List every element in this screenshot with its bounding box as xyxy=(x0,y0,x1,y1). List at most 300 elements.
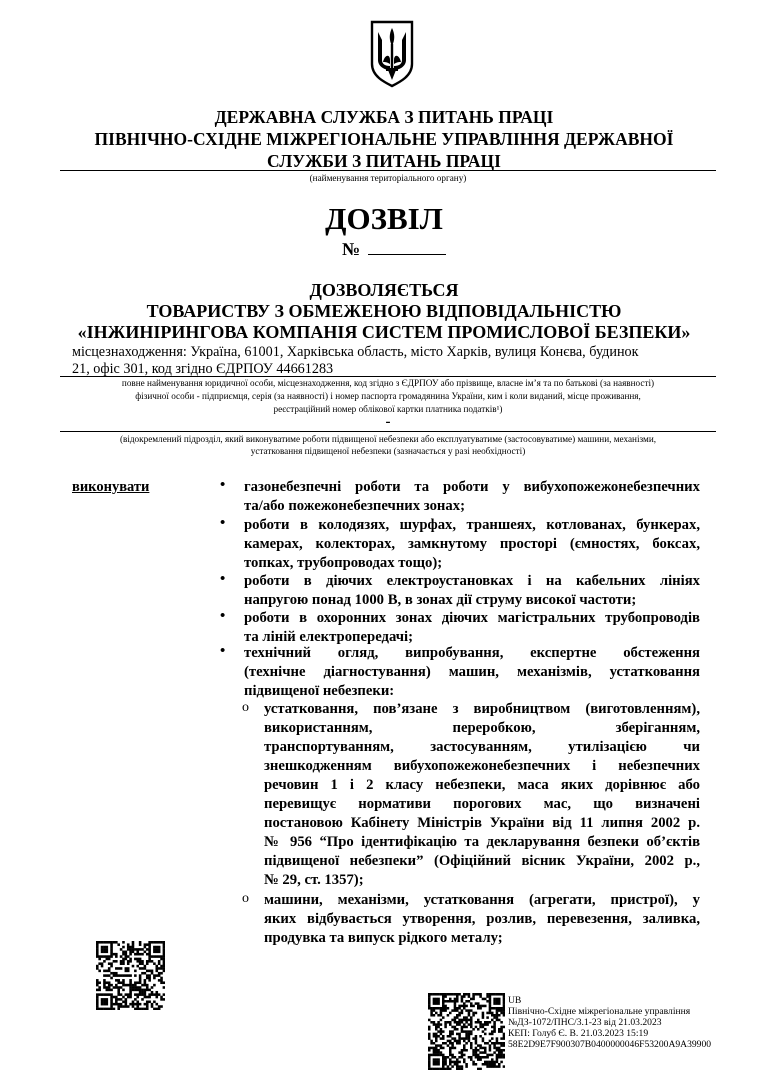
qr-module xyxy=(444,1000,447,1003)
qr-module xyxy=(461,1005,464,1008)
qr-module xyxy=(498,1014,501,1017)
list-item: топках, трубопроводах тощо); xyxy=(244,555,443,571)
qr-module xyxy=(435,1049,438,1052)
qr-module xyxy=(110,993,113,996)
qr-module xyxy=(498,1009,501,1012)
qr-module xyxy=(155,1008,158,1010)
qr-module xyxy=(440,1014,443,1017)
qr-module xyxy=(127,967,130,970)
qr-module xyxy=(163,993,165,996)
grant-caption-line-2: фізичної особи - підприємця, серія (за наявності) і номер паспорта громадянина України, ким і коли виданий, місце проживання, xyxy=(135,391,641,401)
qr-module xyxy=(482,1056,485,1059)
qr-module xyxy=(486,1065,489,1068)
qr-module xyxy=(465,1005,468,1008)
qr-module xyxy=(470,1002,473,1005)
qr-module xyxy=(433,1051,436,1054)
qr-module xyxy=(475,993,478,996)
qr-module xyxy=(430,1040,433,1043)
authority-title-line-2: ПІВНІЧНО-СХІДНЕ МІЖРЕГІОНАЛЬНЕ УПРАВЛІННЯ ДЕРЖАВНОЇ xyxy=(94,129,674,149)
qr-module xyxy=(491,1058,494,1061)
qr-module xyxy=(484,1021,487,1024)
qr-module xyxy=(113,996,116,999)
qr-module xyxy=(477,1068,480,1070)
qr-module xyxy=(454,1009,457,1012)
list-item: роботи в охоронних зонах діючих магістральних трубопроводів xyxy=(244,610,700,626)
qr-module xyxy=(435,1040,438,1043)
qr-module xyxy=(120,967,123,970)
qr-module xyxy=(435,1007,438,1010)
qr-module xyxy=(498,1047,501,1050)
qr-module xyxy=(103,941,106,944)
qr-module xyxy=(500,1061,503,1064)
qr-module xyxy=(158,979,161,982)
qr-module xyxy=(129,1003,132,1006)
qr-module xyxy=(146,960,149,963)
qr-pattern xyxy=(96,941,165,1010)
qr-module xyxy=(442,1030,445,1033)
qr-module xyxy=(493,1063,496,1066)
qr-module xyxy=(433,1000,436,1003)
qr-module xyxy=(132,989,135,992)
qr-module xyxy=(465,1049,468,1052)
grant-heading: ДОЗВОЛЯЄТЬСЯ xyxy=(309,280,459,300)
qr-module xyxy=(479,1005,482,1008)
qr-module xyxy=(103,1003,106,1006)
qr-module xyxy=(98,955,101,958)
qr-module xyxy=(475,1054,478,1057)
qr-module xyxy=(96,948,99,951)
qr-module xyxy=(440,1012,443,1015)
qr-module xyxy=(139,986,142,989)
qr-module xyxy=(470,1058,473,1061)
qr-module xyxy=(103,955,106,958)
qr-module xyxy=(139,991,142,994)
qr-module xyxy=(493,1007,496,1010)
qr-module xyxy=(101,962,104,965)
qr-module xyxy=(479,1035,482,1038)
qr-module xyxy=(435,998,438,1001)
qr-module xyxy=(477,1007,480,1010)
qr-module xyxy=(440,1037,443,1040)
qr-module xyxy=(465,1035,468,1038)
qr-module xyxy=(433,998,436,1001)
qr-module xyxy=(433,1035,436,1038)
qr-module xyxy=(96,981,99,984)
qr-module xyxy=(108,981,111,984)
qr-module xyxy=(430,1042,433,1045)
qr-module xyxy=(435,1061,438,1064)
qr-module xyxy=(163,953,165,956)
qr-module xyxy=(106,1003,109,1006)
qr-module xyxy=(451,1033,454,1036)
qr-module xyxy=(447,1021,450,1024)
qr-module xyxy=(503,1042,505,1045)
qr-module xyxy=(98,941,101,944)
qr-module xyxy=(433,1063,436,1066)
qr-module xyxy=(470,1021,473,1024)
qr-module xyxy=(449,1061,452,1064)
qr-module xyxy=(493,1061,496,1064)
qr-module xyxy=(477,1002,480,1005)
qr-module xyxy=(500,1042,503,1045)
qr-module xyxy=(503,1014,505,1017)
qr-module xyxy=(117,979,120,982)
qr-module xyxy=(470,998,473,1001)
qr-module xyxy=(120,960,123,963)
qr-module xyxy=(503,1000,505,1003)
grant-caption-line-1: повне найменування юридичної особи, місцезнаходження, код згідно з ЄДРПОУ або прізвище, власне ім’я та по батькові (за наявності) xyxy=(121,378,655,388)
sub-list-item: знешкодженням вибухопожежонебезпечних і небезпечних xyxy=(264,758,700,774)
qr-module xyxy=(486,1012,489,1015)
qr-module xyxy=(444,1061,447,1064)
qr-module xyxy=(132,941,135,944)
qr-module xyxy=(496,1016,499,1019)
qr-module xyxy=(115,996,118,999)
qr-module xyxy=(463,995,466,998)
qr-module xyxy=(461,1056,464,1059)
qr-module xyxy=(442,1065,445,1068)
qr-module xyxy=(470,1033,473,1036)
qr-module xyxy=(489,1000,492,1003)
qr-module xyxy=(96,1008,99,1010)
qr-module xyxy=(115,1000,118,1003)
qr-module xyxy=(475,1026,478,1029)
number-blank-field xyxy=(368,238,446,255)
qr-module xyxy=(144,943,147,946)
qr-module xyxy=(493,1002,496,1005)
qr-module xyxy=(498,998,501,1001)
qr-module xyxy=(122,974,125,977)
qr-module xyxy=(435,1037,438,1040)
list-item: роботи в колодязях, шурфах, траншеях, котлованах, бункерах, xyxy=(244,517,700,533)
qr-module xyxy=(496,1019,499,1022)
qr-module xyxy=(132,984,135,987)
qr-module xyxy=(120,998,123,1001)
qr-module xyxy=(144,1008,147,1010)
qr-module xyxy=(101,998,104,1001)
sub-list-item: продувка та випуск рідкого металу; xyxy=(264,930,503,946)
qr-module xyxy=(463,1061,466,1064)
qr-module xyxy=(125,967,128,970)
qr-module xyxy=(454,1040,457,1043)
qr-module xyxy=(463,1005,466,1008)
qr-module xyxy=(444,1026,447,1029)
qr-module xyxy=(463,1030,466,1033)
qr-module xyxy=(479,995,482,998)
qr-module xyxy=(479,1021,482,1024)
qr-module xyxy=(489,995,492,998)
qr-module xyxy=(463,1007,466,1010)
qr-module xyxy=(454,1000,457,1003)
qr-module xyxy=(458,1035,461,1038)
qr-module xyxy=(458,1068,461,1070)
qr-module xyxy=(428,1005,431,1008)
qr-module xyxy=(106,941,109,944)
qr-module xyxy=(141,972,144,975)
qr-module xyxy=(129,981,132,984)
qr-module xyxy=(430,1012,433,1015)
qr-module xyxy=(435,1047,438,1050)
qr-module xyxy=(433,1009,436,1012)
qr-module xyxy=(449,1040,452,1043)
qr-module xyxy=(496,1065,499,1068)
qr-module xyxy=(435,1063,438,1066)
qr-module xyxy=(447,1068,450,1070)
qr-module xyxy=(153,948,156,951)
qr-module xyxy=(101,965,104,968)
qr-module xyxy=(461,1021,464,1024)
qr-module xyxy=(477,1005,480,1008)
stamp-line-1: UB xyxy=(508,995,522,1006)
section-label: виконувати xyxy=(72,479,150,495)
qr-module xyxy=(151,1005,154,1008)
list-item: роботи в діючих електроустановках і на кабельних лініях xyxy=(244,573,700,589)
qr-module xyxy=(136,986,139,989)
bullet-icon: • xyxy=(220,643,226,659)
qr-module xyxy=(442,998,445,1001)
qr-module xyxy=(484,1005,487,1008)
qr-module xyxy=(127,970,130,973)
qr-module xyxy=(475,1051,478,1054)
qr-module xyxy=(486,1000,489,1003)
qr-module xyxy=(160,977,163,980)
qr-module xyxy=(103,993,106,996)
qr-module xyxy=(113,1003,116,1006)
qr-module xyxy=(148,970,151,973)
qr-module xyxy=(110,955,113,958)
qr-module xyxy=(153,993,156,996)
qr-module xyxy=(475,1012,478,1015)
qr-module xyxy=(122,946,125,949)
qr-module xyxy=(503,1056,505,1059)
qr-module xyxy=(120,1005,123,1008)
qr-module xyxy=(113,941,116,944)
qr-module xyxy=(461,1068,464,1070)
qr-module xyxy=(113,960,116,963)
qr-module xyxy=(129,960,132,963)
qr-module xyxy=(120,1003,123,1006)
qr-module xyxy=(458,1005,461,1008)
qr-module xyxy=(456,1023,459,1026)
qr-module xyxy=(496,1007,499,1010)
qr-module xyxy=(451,1000,454,1003)
sub-bullet-icon: o xyxy=(242,891,249,906)
qr-module xyxy=(110,948,113,951)
qr-module xyxy=(503,1054,505,1057)
authority-title-line-3: СЛУЖБИ З ПИТАНЬ ПРАЦІ xyxy=(267,151,501,171)
qr-module xyxy=(458,993,461,996)
qr-module xyxy=(158,946,161,949)
qr-module xyxy=(148,946,151,949)
qr-module xyxy=(110,953,113,956)
qr-module xyxy=(127,955,130,958)
qr-module xyxy=(493,1065,496,1068)
qr-module xyxy=(106,948,109,951)
qr-module xyxy=(496,1061,499,1064)
qr-module xyxy=(461,1009,464,1012)
qr-module xyxy=(163,948,165,951)
qr-module xyxy=(129,996,132,999)
qr-module xyxy=(144,967,147,970)
qr-module xyxy=(475,1042,478,1045)
qr-module xyxy=(503,1012,505,1015)
qr-module xyxy=(106,986,109,989)
qr-module xyxy=(144,1003,147,1006)
qr-module xyxy=(428,1049,431,1052)
qr-module xyxy=(117,943,120,946)
qr-module xyxy=(442,993,445,996)
qr-module xyxy=(148,993,151,996)
qr-module xyxy=(110,972,113,975)
qr-module xyxy=(500,1026,503,1029)
qr-module xyxy=(451,1037,454,1040)
qr-module xyxy=(101,1008,104,1010)
qr-module xyxy=(158,955,161,958)
qr-module xyxy=(447,1040,450,1043)
qr-module xyxy=(158,972,161,975)
qr-module xyxy=(482,1016,485,1019)
qr-module xyxy=(148,1000,151,1003)
qr-module xyxy=(117,1005,120,1008)
qr-module xyxy=(491,1019,494,1022)
qr-module xyxy=(479,1026,482,1029)
sub-bullet-icon: o xyxy=(242,700,249,715)
qr-module xyxy=(108,984,111,987)
qr-module xyxy=(493,1000,496,1003)
stamp-line-3: №ДЗ-1072/ПНС/3.1-23 від 21.03.2023 xyxy=(508,1017,662,1028)
qr-module xyxy=(129,948,132,951)
qr-module xyxy=(456,1058,459,1061)
qr-module xyxy=(493,1023,496,1026)
qr-module xyxy=(122,953,125,956)
qr-module xyxy=(503,1033,505,1036)
bullet-icon: • xyxy=(220,608,226,624)
qr-module xyxy=(493,1044,496,1047)
qr-module xyxy=(115,984,118,987)
qr-module xyxy=(451,1047,454,1050)
authority-title-line-1: ДЕРЖАВНА СЛУЖБА З ПИТАНЬ ПРАЦІ xyxy=(214,107,554,127)
qr-module xyxy=(493,993,496,996)
qr-module xyxy=(110,946,113,949)
qr-module xyxy=(125,951,128,954)
qr-module xyxy=(472,1014,475,1017)
qr-module xyxy=(115,979,118,982)
qr-module xyxy=(155,946,158,949)
qr-module xyxy=(475,1049,478,1052)
qr-module xyxy=(451,1044,454,1047)
qr-module xyxy=(144,972,147,975)
qr-module xyxy=(461,1030,464,1033)
qr-module xyxy=(496,998,499,1001)
qr-module xyxy=(456,1063,459,1066)
qr-module xyxy=(435,1012,438,1015)
qr-module xyxy=(110,962,113,965)
qr-module xyxy=(437,1061,440,1064)
qr-module xyxy=(472,1005,475,1008)
qr-module xyxy=(127,974,130,977)
qr-module xyxy=(500,1037,503,1040)
qr-module xyxy=(129,991,132,994)
qr-module xyxy=(163,986,165,989)
qr-module xyxy=(477,1058,480,1061)
qr-module xyxy=(468,1000,471,1003)
qr-module xyxy=(160,941,163,944)
qr-module xyxy=(96,984,99,987)
grant-company-type: ТОВАРИСТВУ З ОБМЕЖЕНОЮ ВІДПОВІДАЛЬНІСТЮ xyxy=(146,301,622,321)
qr-module xyxy=(461,1049,464,1052)
qr-module xyxy=(491,1012,494,1015)
subdivision-caption-line-2: устатковання підвищеної небезпеки (зазначається у разі необхідності) xyxy=(250,446,526,456)
authority-caption: (найменування територіального органу) xyxy=(309,173,467,183)
qr-module xyxy=(153,1000,156,1003)
qr-module xyxy=(146,986,149,989)
qr-module xyxy=(98,958,101,961)
qr-module xyxy=(470,1047,473,1050)
qr-module xyxy=(148,958,151,961)
qr-module xyxy=(437,1021,440,1024)
qr-module xyxy=(437,1058,440,1061)
qr-module xyxy=(129,958,132,961)
qr-module xyxy=(430,1009,433,1012)
qr-module xyxy=(454,1021,457,1024)
qr-module xyxy=(500,1054,503,1057)
qr-module xyxy=(151,991,154,994)
qr-module xyxy=(125,1005,128,1008)
qr-module xyxy=(461,1028,464,1031)
qr-module xyxy=(101,948,104,951)
qr-module xyxy=(146,948,149,951)
qr-module xyxy=(465,993,468,996)
qr-module xyxy=(428,1065,431,1068)
qr-module xyxy=(122,962,125,965)
qr-module xyxy=(136,981,139,984)
qr-module xyxy=(472,1049,475,1052)
qr-module xyxy=(134,986,137,989)
qr-module xyxy=(96,1000,99,1003)
qr-module xyxy=(498,1030,501,1033)
qr-module xyxy=(125,1000,128,1003)
qr-module xyxy=(136,948,139,951)
qr-module xyxy=(449,1000,452,1003)
qr-module xyxy=(110,984,113,987)
qr-module xyxy=(440,1030,443,1033)
qr-module xyxy=(148,960,151,963)
qr-module xyxy=(98,986,101,989)
qr-module xyxy=(451,1065,454,1068)
qr-module xyxy=(456,995,459,998)
qr-module xyxy=(110,943,113,946)
qr-module xyxy=(101,951,104,954)
qr-module xyxy=(503,1002,505,1005)
qr-module xyxy=(136,1005,139,1008)
qr-module xyxy=(132,948,135,951)
qr-module xyxy=(132,986,135,989)
qr-module xyxy=(449,993,452,996)
qr-module xyxy=(122,981,125,984)
qr-module xyxy=(444,993,447,996)
qr-module xyxy=(468,1040,471,1043)
stamp-line-2: Північно-Східне міжрегіональне управління xyxy=(508,1006,691,1017)
qr-module xyxy=(163,970,165,973)
qr-module xyxy=(493,1014,496,1017)
qr-module xyxy=(451,1026,454,1029)
qr-module xyxy=(486,1054,489,1057)
qr-module xyxy=(110,1008,113,1010)
qr-module xyxy=(444,995,447,998)
qr-module xyxy=(115,986,118,989)
qr-module xyxy=(106,970,109,973)
qr-module xyxy=(122,996,125,999)
